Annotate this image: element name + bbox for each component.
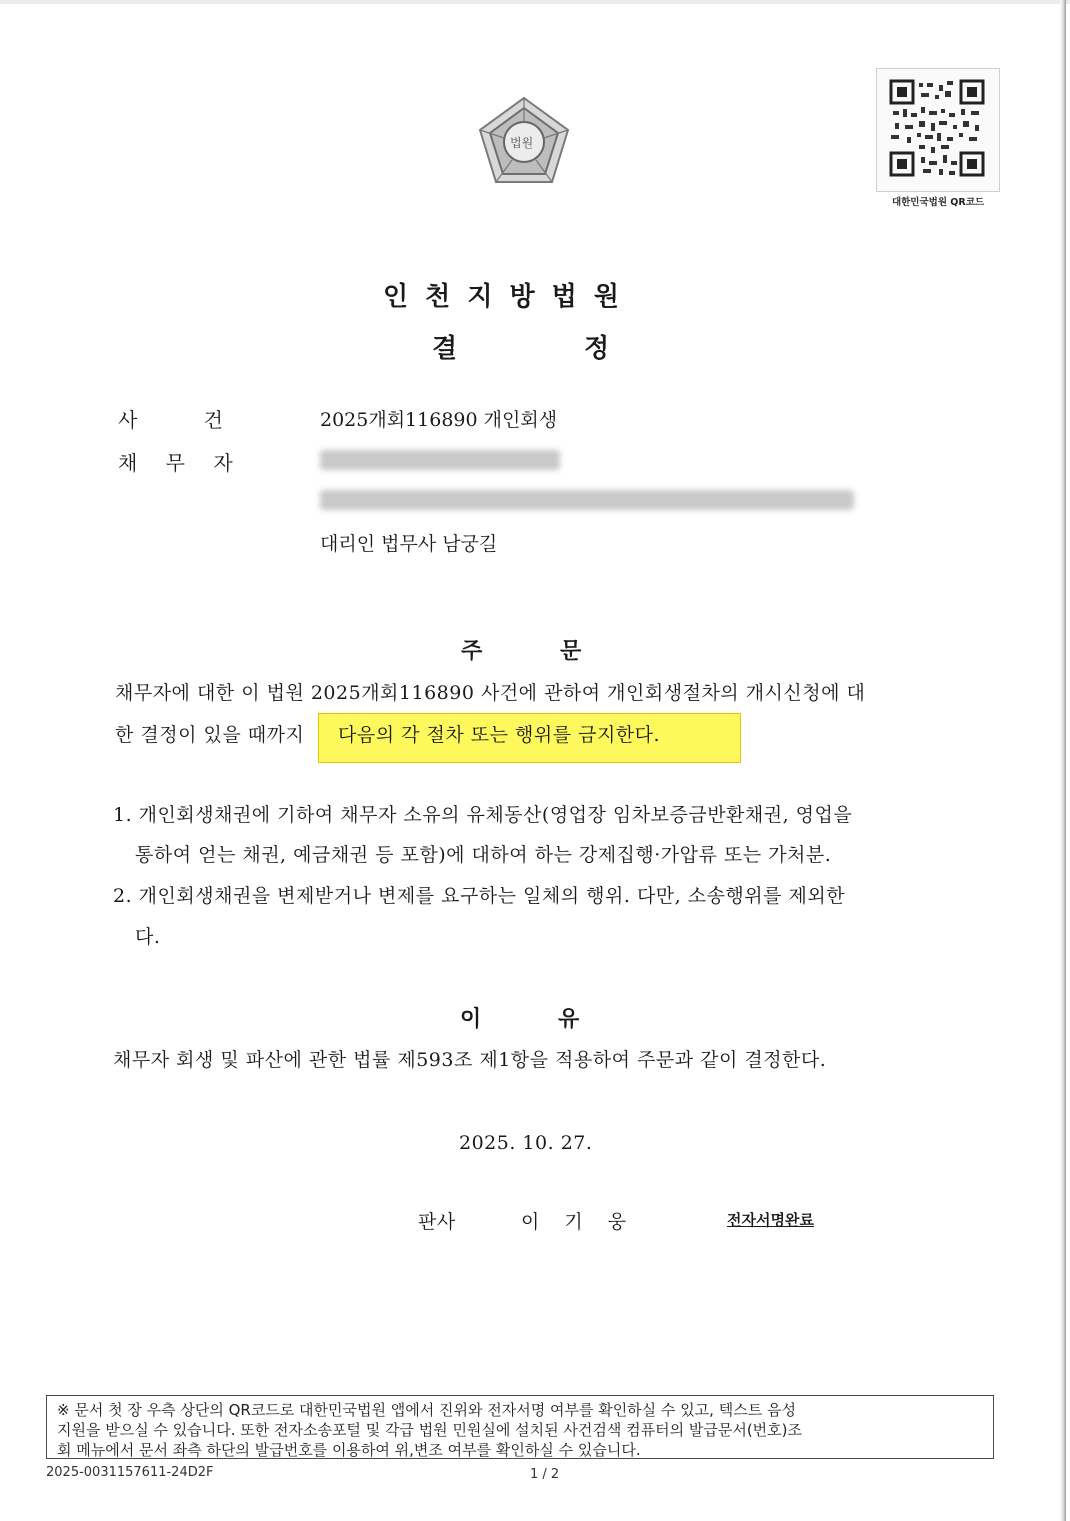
order-line-1: 채무자에 대한 이 법원 2025개회116890 사건에 관하여 개인회생절차의 개시신청에 대: [115, 682, 866, 704]
scan-edge-top: [0, 0, 1070, 4]
notice-line-2: 지원을 받으실 수 있습니다. 또한 전자소송포털 및 각급 법원 민원실에 설치된 사건검색 컴퓨터의 발급문서(번호)조: [57, 1421, 803, 1439]
e-signature-status: 전자서명완료: [727, 1211, 814, 1229]
notice-line-3: 회 메뉴에서 문서 좌측 하단의 발급번호를 이용하여 위,변조 여부를 확인하실 수 있습니다.: [57, 1441, 641, 1459]
qr-caption: 대한민국법원 QR코드: [891, 197, 985, 208]
issue-number: 2025-0031157611-24D2F: [46, 1465, 214, 1480]
case-label: 사 건: [118, 408, 223, 432]
document-title-left: 결: [432, 334, 458, 364]
case-value: 2025개회116890 개인회생: [320, 409, 558, 431]
order-item-1-line-2: 통하여 얻는 채권, 예금채권 등 포함)에 대하여 하는 강제집행·가압류 또는 가처분.: [135, 844, 832, 866]
page-number: 1 / 2: [530, 1467, 560, 1482]
notice-line-1: ※ 문서 첫 장 우측 상단의 QR코드로 대한민국법원 앱에서 진위와 전자서명 여부를 확인하실 수 있고, 텍스트 음성: [57, 1401, 796, 1419]
verification-notice: [46, 1395, 994, 1459]
qr-code-icon: [877, 69, 997, 189]
redacted-debtor-address: [320, 490, 854, 510]
order-heading-right: 문: [560, 638, 582, 664]
order-heading-left: 주: [461, 638, 483, 664]
judge-name: 이 기 웅: [521, 1211, 627, 1233]
order-item-2-line-2: 다.: [135, 926, 161, 948]
judge-title: 판사: [418, 1211, 456, 1233]
qr-code[interactable]: [876, 68, 1000, 192]
order-line-2-highlighted: 다음의 각 절차 또는 행위를 금지한다.: [338, 724, 661, 746]
order-item-2-line-1: 2. 개인회생채권을 변제받거나 변제를 요구하는 일체의 행위. 다만, 소송행위를 제외한: [113, 885, 846, 907]
scan-edge-right: [1060, 0, 1066, 1521]
reason-heading-right: 유: [558, 1006, 580, 1032]
decision-date: 2025. 10. 27.: [459, 1132, 593, 1154]
seal-text: 법원: [510, 136, 534, 150]
document-title-right: 정: [584, 334, 610, 364]
court-name: 인 천 지 방 법 원: [383, 282, 621, 312]
order-line-2: 한 결정이 있을 때까지: [115, 724, 305, 746]
reason-heading-left: 이: [460, 1006, 482, 1032]
redacted-debtor-name: [320, 450, 560, 470]
debtor-label: 채 무 자: [118, 451, 233, 475]
reason-text: 채무자 회생 및 파산에 관한 법률 제593조 제1항을 적용하여 주문과 같이 결정한다.: [113, 1049, 827, 1071]
order-item-1-line-1: 1. 개인회생채권에 기하여 채무자 소유의 유체동산(영업장 임차보증금반환채권, 영업을: [113, 804, 853, 826]
agent-line: 대리인 법무사 남궁길: [320, 533, 498, 555]
